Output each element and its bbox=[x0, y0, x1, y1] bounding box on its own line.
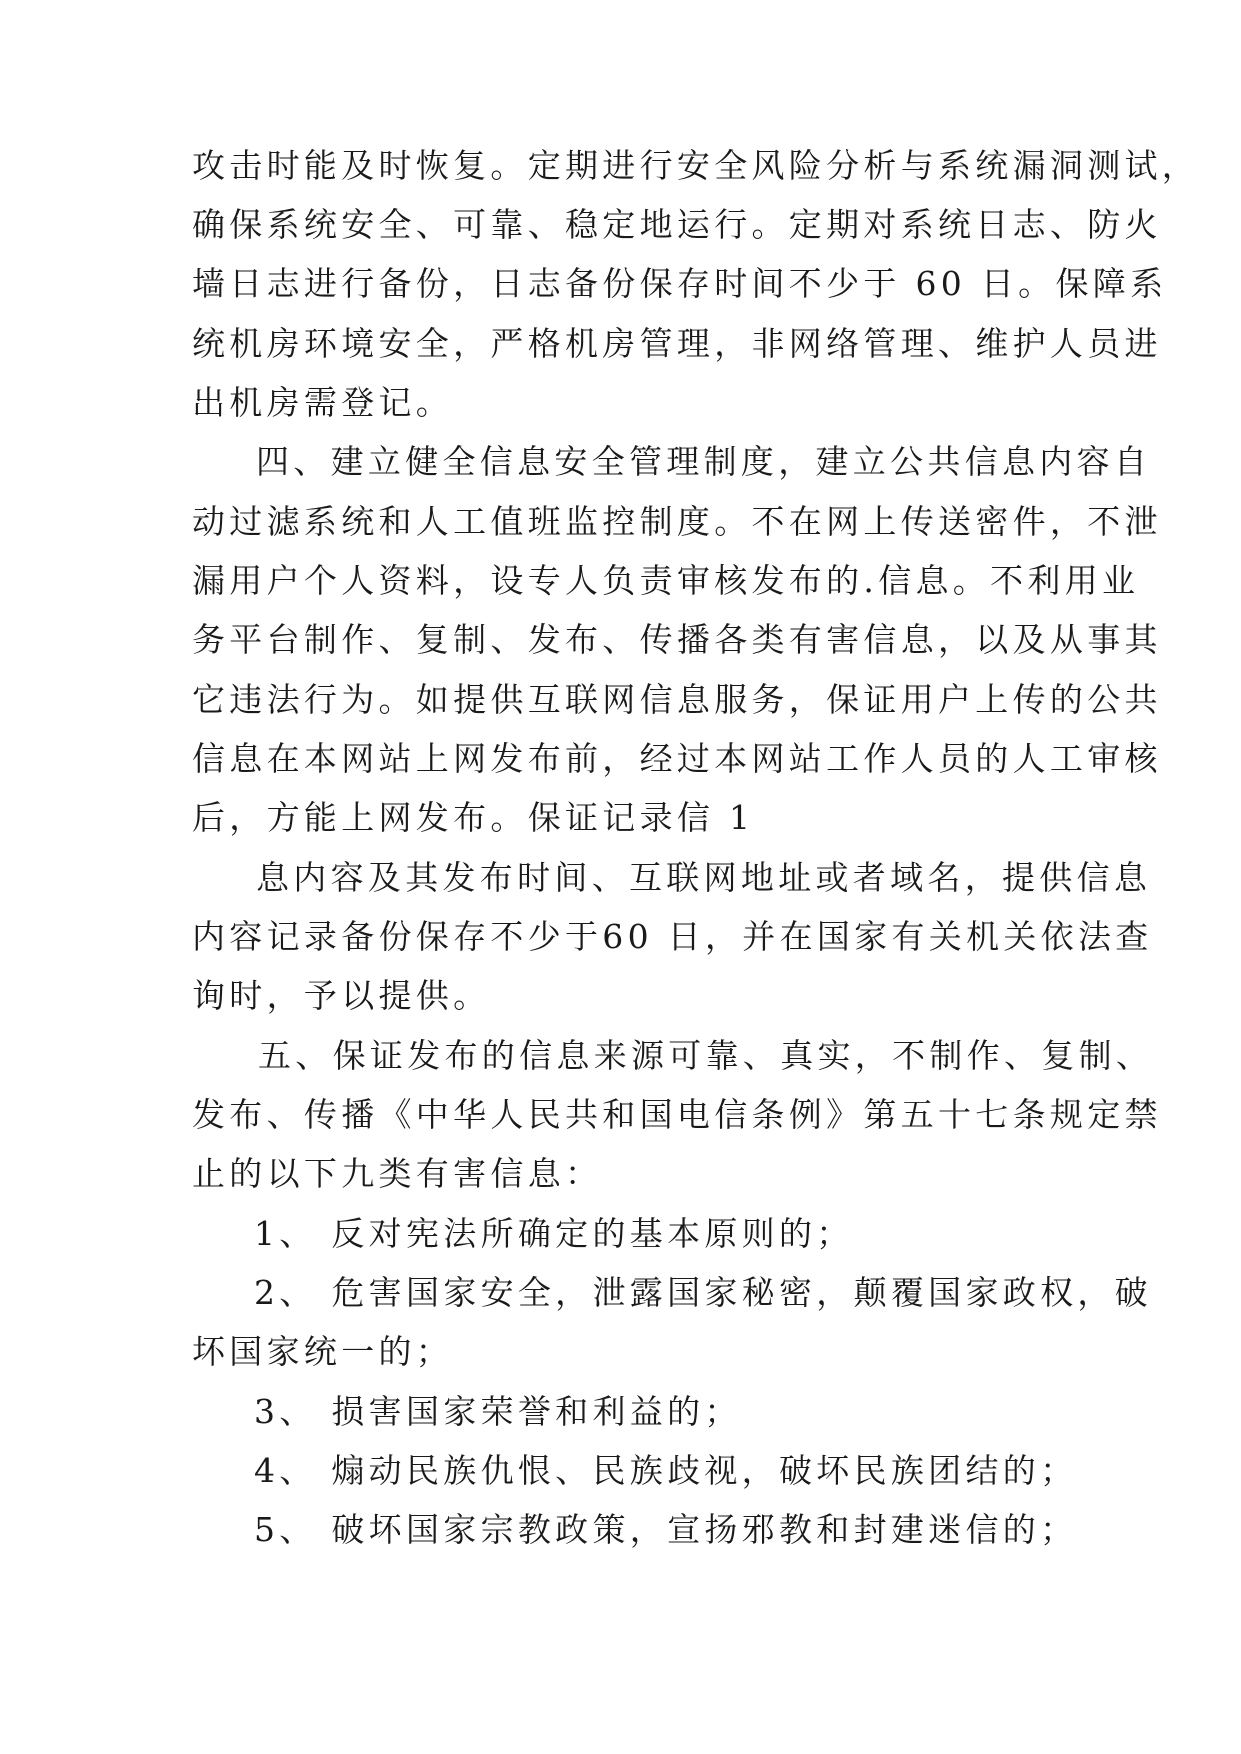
paragraph-4-start: 四、建立健全信息安全管理制度，建立公共信息内容自 bbox=[256, 442, 1152, 481]
text-line: 询时，予以提供。 bbox=[192, 976, 491, 1015]
list-item-3: 3、 损害国家荣誉和利益的； bbox=[254, 1392, 742, 1431]
text-line: 内容记录备份保存不少于60 日，并在国家有关机关依法查 bbox=[192, 917, 1153, 956]
text-line: 墙日志进行备份，日志备份保存时间不少于 60 日。保障系 bbox=[192, 264, 1168, 303]
list-item-5: 5、 破坏国家宗教政策，宣扬邪教和封建迷信的； bbox=[254, 1510, 1078, 1549]
text-line: 漏用户个人资料，设专人负责审核发布的.信息。不利用业 bbox=[192, 561, 1140, 600]
text-line: 后，方能上网发布。保证记录信 1 bbox=[192, 798, 755, 837]
list-item-2: 2、 危害国家安全，泄露国家秘密，颠覆国家政权，破 bbox=[254, 1273, 1152, 1312]
paragraph-5-start: 五、保证发布的信息来源可靠、真实，不制作、复制、 bbox=[258, 1036, 1154, 1075]
list-item-4: 4、 煽动民族仇恨、民族歧视，破坏民族团结的； bbox=[254, 1451, 1078, 1490]
text-line: 确保系统安全、可靠、稳定地运行。定期对系统日志、防火 bbox=[192, 205, 1162, 244]
paragraph-continuation-start: 息内容及其发布时间、互联网地址或者域名，提供信息 bbox=[256, 858, 1152, 897]
text-line: 务平台制作、复制、发布、传播各类有害信息，以及从事其 bbox=[192, 620, 1162, 659]
text-line: 统机房环境安全，严格机房管理，非网络管理、维护人员进 bbox=[192, 324, 1162, 363]
text-line: 它违法行为。如提供互联网信息服务，保证用户上传的公共 bbox=[192, 680, 1162, 719]
text-line: 动过滤系统和人工值班监控制度。不在网上传送密件，不泄 bbox=[192, 502, 1162, 541]
text-line: 攻击时能及时恢复。定期进行安全风险分析与系统漏洞测试， bbox=[192, 146, 1200, 185]
list-item-2-continuation: 坏国家统一的； bbox=[192, 1332, 454, 1371]
text-line: 发布、传播《中华人民共和国电信条例》第五十七条规定禁 bbox=[192, 1095, 1162, 1134]
text-line: 止的以下九类有害信息： bbox=[192, 1154, 603, 1193]
text-line: 信息在本网站上网发布前，经过本网站工作人员的人工审核 bbox=[192, 739, 1162, 778]
text-line: 出机房需登记。 bbox=[192, 383, 454, 422]
list-item-1: 1、 反对宪法所确定的基本原则的； bbox=[254, 1214, 854, 1253]
